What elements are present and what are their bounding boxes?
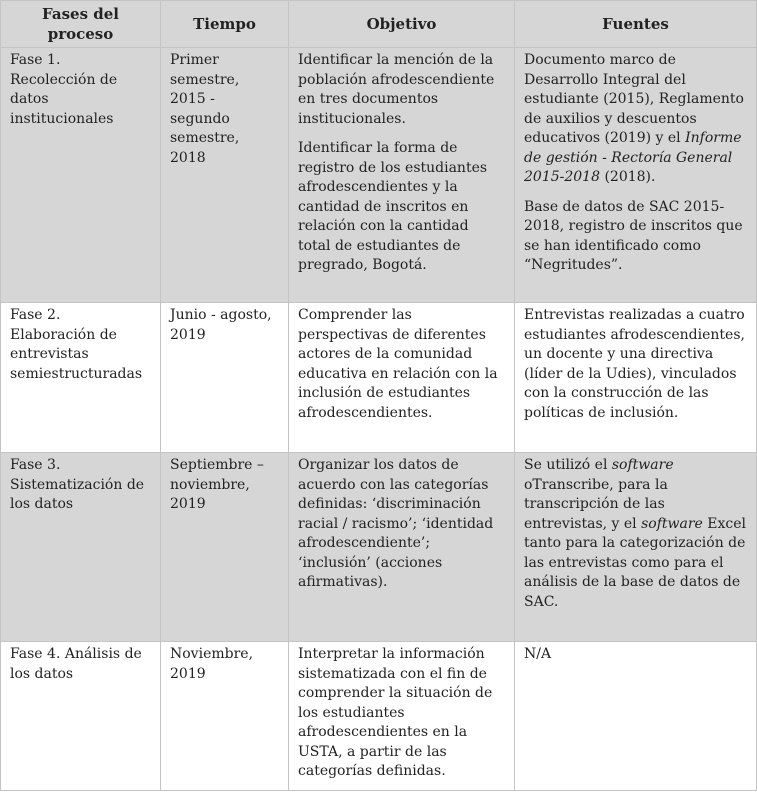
objetivo-cell: Organizar los datos de acuerdo con las categorías definidas: ‘discriminación racial / racismo’; ‘identidad afrodescendiente’; ‘inclusión’ (acciones afirmativas). [289, 453, 515, 642]
header-tiempo: Tiempo [161, 1, 289, 48]
table-row [1, 303, 757, 453]
fuentes-cell [515, 453, 757, 642]
fuentes-paragraph: Base de datos de SAC 2015-2018, registro de inscritos que se han identificado como “Negritudes”. [524, 198, 743, 273]
objetivo-paragraph: Identificar la forma de registro de los estudiantes afrodescendientes y la cantidad de inscritos en relación con la cantidad total de estudiantes de pregrado, Bogotá. [298, 140, 488, 273]
header-row [1, 1, 757, 48]
table-row [1, 642, 757, 791]
table-row [1, 48, 757, 303]
fase-cell: Fase 3. Sistematización de los datos [1, 453, 161, 642]
fase-cell: Fase 1. Recolección de datos institucionales [1, 48, 161, 303]
objetivo-cell: Comprender las perspectivas de diferentes actores de la comunidad educativa en relación con la inclusión de estudiantes afrodescendientes. [289, 303, 515, 453]
header-fases: Fases del proceso [1, 1, 161, 48]
tiempo-cell: Junio - agosto, 2019 [161, 303, 289, 453]
fuentes-italic-text: Informe de gestión - Rectoría General 2015-2018 [524, 130, 742, 185]
tiempo-cell: Primer semestre, 2015 - segundo semestre, 2018 [161, 48, 289, 303]
objetivo-cell [289, 48, 515, 303]
objetivo-paragraph: Identificar la mención de la población afrodescendiente en tres documentos institucionales. [298, 52, 495, 127]
fase-cell: Fase 2. Elaboración de entrevistas semiestructuradas [1, 303, 161, 453]
fuentes-cell: Entrevistas realizadas a cuatro estudiantes afrodescendientes, un docente y una directiva (líder de la Udies), vinculados con la construcción de las políticas de inclusión. [515, 303, 757, 453]
table-row [1, 453, 757, 642]
fuentes-text: Se utilizó el [524, 457, 612, 473]
header-fuentes: Fuentes [515, 1, 757, 48]
fuentes-cell: N/A [515, 642, 757, 791]
fuentes-italic-text: software [611, 457, 674, 473]
tiempo-cell: Noviembre, 2019 [161, 642, 289, 791]
fuentes-text: oTranscribe, para la transcripción de las entrevistas, y el [524, 476, 668, 532]
tiempo-cell: Septiembre – noviembre, 2019 [161, 453, 289, 642]
fuentes-cell [515, 48, 757, 303]
header-objetivo: Objetivo [289, 1, 515, 48]
fuentes-paragraph [524, 51, 746, 188]
fuentes-text: (2018). [600, 169, 656, 185]
fuentes-text: Excel tanto para la categorización de las entrevistas como para el análisis de la base de datos de SAC. [524, 515, 747, 610]
objetivo-cell: Interpretar la información sistematizada con el fin de comprender la situación de los estudiantes afrodescendientes en la USTA, a partir de las categorías definidas. [289, 642, 515, 791]
fase-cell: Fase 4. Análisis de los datos [1, 642, 161, 791]
fuentes-italic-text: software [641, 515, 703, 532]
fuentes-text: Documento marco de Desarrollo Integral del estudiante (2015), Reglamento de auxilios y descuentos educativos (2019) y el [524, 52, 744, 146]
